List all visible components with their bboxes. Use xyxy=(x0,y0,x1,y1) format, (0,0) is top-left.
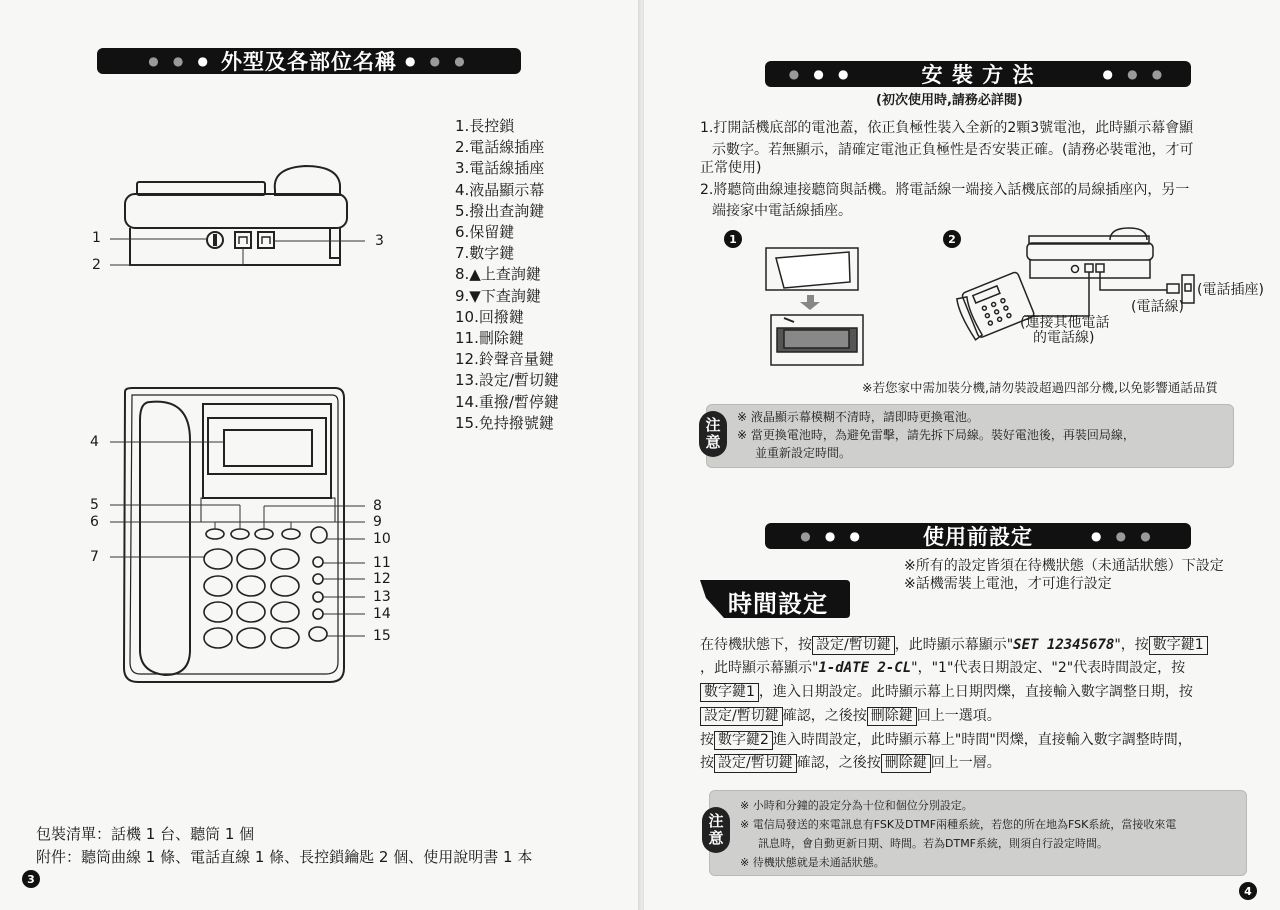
label-4: 4 xyxy=(90,434,99,450)
set-key-label: 設定/暫切鍵 xyxy=(812,636,895,655)
label-1: 1 xyxy=(92,230,101,246)
delete-key-label: 刪除鍵 xyxy=(881,754,931,773)
left-section-title: 外型及各部位名稱 xyxy=(221,50,397,74)
notice-lines xyxy=(740,796,1176,872)
label-9: 9 xyxy=(373,514,382,530)
part-item: 11.刪除鍵 xyxy=(455,329,524,348)
time-setting-para-1 xyxy=(700,634,1208,657)
label-14: 14 xyxy=(373,606,391,622)
notice-line: ※ 當更換電池時，為避免雷擊，請先拆下局線。裝好電池後，再裝回局線， xyxy=(737,428,1135,442)
label-7: 7 xyxy=(90,549,99,565)
time-setting-para-6 xyxy=(700,752,1001,775)
figure-2-badge: 2 xyxy=(943,230,961,248)
set-key-label: 設定/暫切鍵 xyxy=(714,754,797,773)
notice-tag: 注 意 xyxy=(702,807,730,853)
step2-line2: 端接家中電話線插座。 xyxy=(712,203,852,219)
extension-note: ※若您家中需加裝分機,請勿裝設超過四部分機,以免影響通話品質 xyxy=(862,380,1218,395)
label-13: 13 xyxy=(373,589,391,605)
step1-line3: 正常使用) xyxy=(700,160,762,176)
step2-line1: 2.將聽筒曲線連接聽筒與話機。將電話線一端接入話機底部的局線插座內，另一 xyxy=(700,182,1190,198)
install-subtitle: (初次使用時,請務必詳閱) xyxy=(876,93,1023,108)
part-item: 8.▲上查詢鍵 xyxy=(455,265,541,284)
label-12: 12 xyxy=(373,571,391,587)
time-setting-para-3 xyxy=(700,681,1193,704)
text-run: ，進入日期設定。此時顯示幕上日期閃爍，直接輸入數字調整日期，按 xyxy=(758,684,1193,700)
label-8: 8 xyxy=(373,498,382,514)
label-2: 2 xyxy=(92,257,101,273)
delete-key-label: 刪除鍵 xyxy=(867,707,917,726)
text-run: 按 xyxy=(700,755,714,771)
time-setting-label: 時間設定 xyxy=(728,590,828,618)
part-item: 1.長控鎖 xyxy=(455,117,515,135)
step1-line2: 示數字。若無顯示，請確定電池正負極性是否安裝正確。(請務必裝電池，才可 xyxy=(712,142,1194,158)
text-run: ，此時顯示幕顯示" xyxy=(700,660,819,676)
part-item: 15.免持撥號鍵 xyxy=(455,413,554,432)
notice-line: ※ 待機狀態就是未通話狀態。 xyxy=(740,856,885,869)
text-run: 按 xyxy=(700,732,714,748)
notice-line: ※ 電信局發送的來電訊息有FSK及DTMF兩種系統，若您的所在地為FSK系統，當接收來電 xyxy=(740,818,1177,831)
setup-note-2: ※話機需裝上電池，才可進行設定 xyxy=(904,576,1112,592)
notice-tag: 注 意 xyxy=(699,411,727,457)
banner-dots-left: ● ● ● xyxy=(788,67,854,81)
part-item: 3.電話線插座 xyxy=(455,159,545,178)
label-11: 11 xyxy=(373,555,391,571)
label-15: 15 xyxy=(373,628,391,644)
fig2-line-label: (電話線) xyxy=(1131,299,1184,315)
part-item: 7.數字鍵 xyxy=(455,244,515,263)
lcd-text: SET 12345678 xyxy=(1013,637,1115,653)
page-number: 3 xyxy=(22,870,40,888)
notice-line: ※ 小時和分鐘的設定分為十位和個位分別設定。 xyxy=(740,799,973,812)
parts-list xyxy=(455,116,559,434)
part-item: 10.回撥鍵 xyxy=(455,307,524,326)
setup-note-1: ※所有的設定皆須在待機狀態（未通話狀態）下設定 xyxy=(904,558,1224,574)
time-setting-banner xyxy=(700,580,852,618)
setup-title: 使用前設定 xyxy=(923,525,1033,549)
part-item: 4.液晶顯示幕 xyxy=(455,180,545,199)
text-run: 回上一選項。 xyxy=(916,708,1001,724)
fig2-other-label-1: (連接其他電話 xyxy=(1020,315,1110,331)
label-5: 5 xyxy=(90,497,99,513)
lcd-text: 1-dATE 2-CL xyxy=(818,660,912,676)
notice-box-1 xyxy=(706,404,1234,468)
notice-line: ※ 液晶顯示幕模糊不清時，請即時更換電池。 xyxy=(737,410,979,424)
setup-banner xyxy=(765,523,1191,549)
text-run: "，按 xyxy=(1114,637,1149,653)
figure-1-badge: 1 xyxy=(724,230,742,248)
page-number: 4 xyxy=(1239,882,1257,900)
part-item: 5.撥出查詢鍵 xyxy=(455,201,545,220)
text-run: "，"1"代表日期設定、"2"代表時間設定，按 xyxy=(911,660,1186,676)
banner-dots-left: ● ● ● xyxy=(800,529,865,543)
fig2-other-label-2: 的電話線) xyxy=(1033,330,1095,346)
digit-1-key-label: 數字鍵1 xyxy=(1149,636,1208,655)
time-setting-para-2 xyxy=(700,657,1185,680)
part-item: 13.設定/暫切鍵 xyxy=(455,371,559,390)
text-run: 在待機狀態下，按 xyxy=(700,637,812,653)
text-run: 確認，之後按 xyxy=(796,755,881,771)
part-item: 9.▼下查詢鍵 xyxy=(455,286,541,305)
step1-line1: 1.打開話機底部的電池蓋，依正負極性裝入全新的2顆3號電池，此時顯示幕會顯 xyxy=(700,120,1194,136)
notice-lines xyxy=(737,408,1135,462)
set-key-label: 設定/暫切鍵 xyxy=(700,707,783,726)
right-page xyxy=(644,0,1280,910)
digit-1-key-label: 數字鍵1 xyxy=(700,683,759,702)
banner-dots-left: ● ● ● xyxy=(148,54,213,68)
text-run: 確認，之後按 xyxy=(782,708,867,724)
install-title: 安 裝 方 法 xyxy=(921,63,1035,87)
part-item: 14.重撥/暫停鍵 xyxy=(455,392,559,411)
part-item: 2.電話線插座 xyxy=(455,138,545,157)
label-10: 10 xyxy=(373,531,391,547)
notice-line: 並重新設定時間。 xyxy=(755,446,852,460)
time-setting-para-5 xyxy=(700,729,1192,752)
digit-2-key-label: 數字鍵2 xyxy=(714,731,773,750)
text-run: ，此時顯示幕顯示" xyxy=(894,637,1014,653)
part-item: 12.鈴聲音量鍵 xyxy=(455,350,554,369)
part-item: 6.保留鍵 xyxy=(455,223,515,242)
text-run: 進入時間設定，此時顯示幕上"時間"閃爍，直接輸入數字調整時間， xyxy=(772,732,1192,748)
label-3: 3 xyxy=(375,233,384,249)
banner-dots-right: ● ● ● xyxy=(1102,67,1168,81)
notice-line: 訊息時，會自動更新日期、時間。若為DTMF系統，則須自行設定時間。 xyxy=(758,837,1109,850)
banner-dots-right: ● ● ● xyxy=(1091,529,1156,543)
accessories-list: 附件：聽筒曲線 1 條、電話直線 1 條、長控鎖鑰匙 2 個、使用說明書 1 本 xyxy=(36,848,533,866)
notice-box-2 xyxy=(709,790,1247,876)
time-setting-para-4 xyxy=(700,705,1001,728)
text-run: 回上一層。 xyxy=(930,755,1001,771)
fig2-socket-label: (電話插座) xyxy=(1197,282,1264,298)
package-list: 包裝清單：話機 1 台、聽筒 1 個 xyxy=(36,825,255,843)
label-6: 6 xyxy=(90,514,99,530)
banner-dots-right: ● ● ● xyxy=(405,54,470,68)
